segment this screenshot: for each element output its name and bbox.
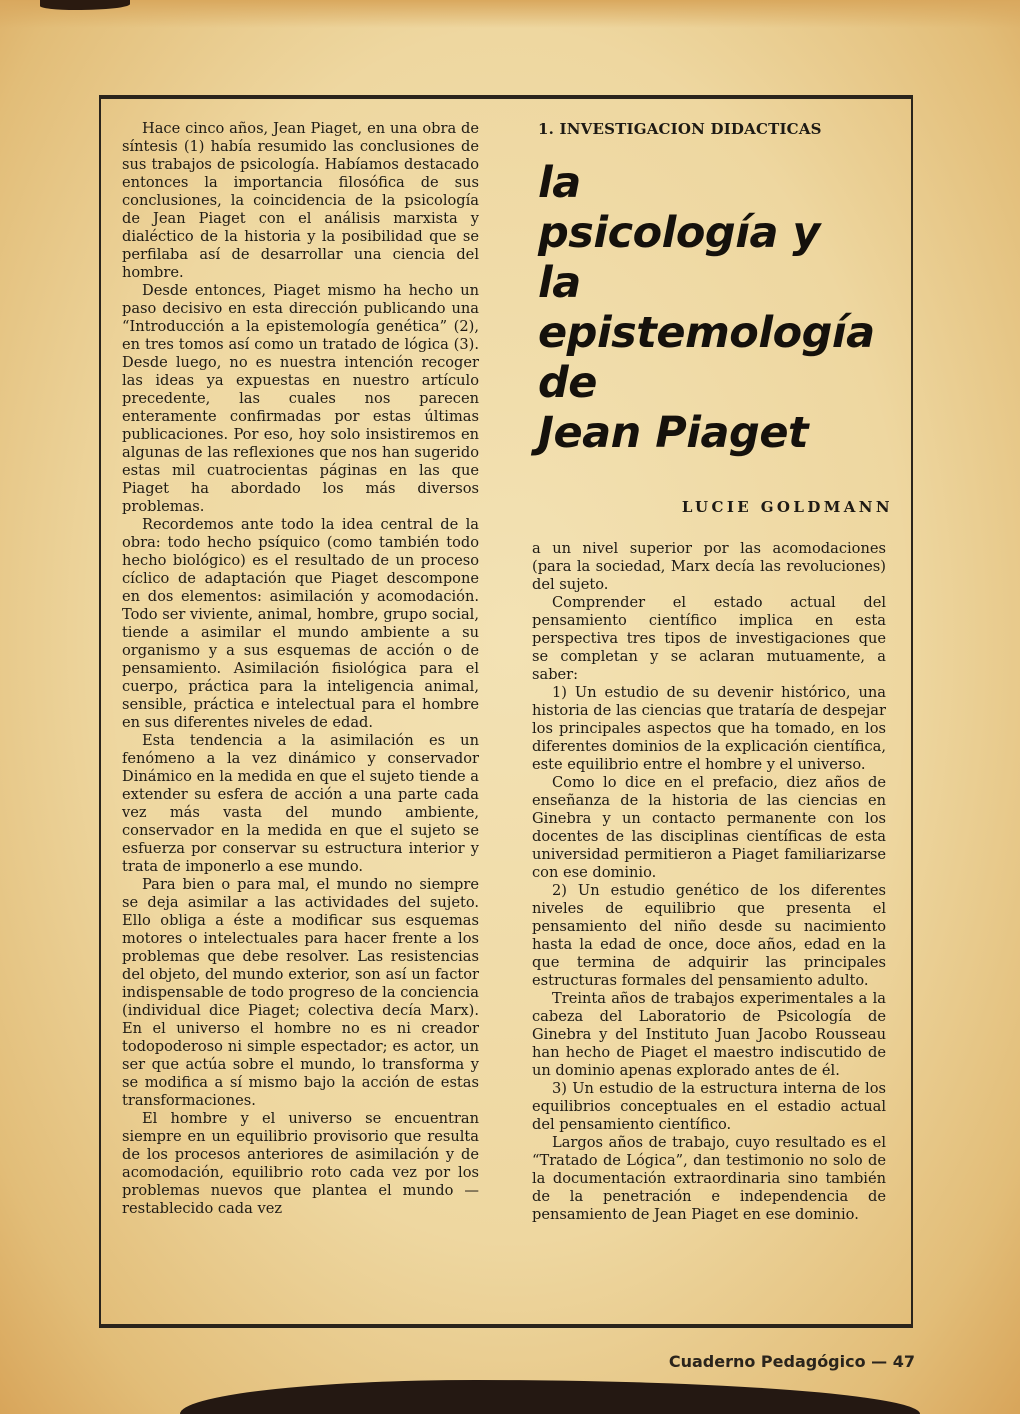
paragraph: Desde entonces, Piaget mismo ha hecho un paso decisivo en esta dirección publicando una “Introducción a la epistemología genética” (2), en tres tomos así como un tratado de lógica (3). Desde luego, no es nuestra intención recoger las ideas ya expuestas en nuestro artículo precedente, las cuales nos parecen enteramente confirmadas por estas últimas publicaciones. Por eso, hoy solo insistiremos en algunas de las reflexiones que nos han sugerido estas mil cuatrocientas páginas en las que Piaget ha abordado los más diversos problemas. <box>122 282 479 515</box>
left-column <box>122 120 479 1218</box>
paragraph: Para bien o para mal, el mundo no siempre se deja asimilar a las actividades del sujeto. Ello obliga a éste a modificar sus esquemas motores o intelectuales para hacer frente a los problemas que debe resolver. Las resistencias del objeto, del mundo exterior, son así un factor indispensable de todo progreso de la conciencia (individual dice Piaget; colectiva decía Marx). En el universo el hombre no es ni creador todopoderoso ni simple espectador; es actor, un ser que actúa sobre el mundo, lo transforma y se modifica a sí mismo bajo la acción de estas transformaciones. <box>122 876 479 1109</box>
paragraph: a un nivel superior por las acomodaciones (para la sociedad, Marx decía las revoluciones) del sujeto. <box>532 540 886 593</box>
page-footer: Cuaderno Pedagógico — 47 <box>668 1352 915 1371</box>
paragraph: Largos años de trabajo, cuyo resultado es el “Tratado de Lógica”, dan testimonio no solo de la documentación extraordinaria sino también de la penetración e independencia de pensamiento de Jean Piaget en ese dominio. <box>532 1134 886 1223</box>
title-block <box>538 120 888 458</box>
paragraph: Esta tendencia a la asimilación es un fenómeno a la vez dinámico y conservador Dinámico en la medida en que el sujeto tiende a extender su esfera de acción a una parte cada vez más vasta del mundo ambiente, conservador en la medida en que el sujeto se esfuerza por conservar su estructura interior y trata de imponerlo a ese mundo. <box>122 732 479 875</box>
page-stain <box>0 0 1020 28</box>
paragraph: 1) Un estudio de su devenir histórico, una historia de las ciencias que trataría de despejar los principales aspectos que ha tomado, en los diferentes dominios de la explicación científica, este equilibrio entre el hombre y el universo. <box>532 684 886 773</box>
title-line: Jean Piaget <box>538 408 809 458</box>
paragraph: Hace cinco años, Jean Piaget, en una obra de síntesis (1) había resumido las conclusiones de sus trabajos de psicología. Habíamos destacado entonces la importancia filosófica de sus conclusiones, la coincidencia de la psicología de Jean Piaget con el análisis marxista y dialéctico de la historia y la posibilidad que se perfilaba así de desarrollar una ciencia del hombre. <box>122 120 479 281</box>
paragraph: 3) Un estudio de la estructura interna de los equilibrios conceptuales en el estadio actual del pensamiento científico. <box>532 1080 886 1133</box>
paragraph: Como lo dice en el prefacio, diez años de enseñanza de la historia de las ciencias en Ginebra y un contacto permanente con los docentes de las disciplinas científicas de esta universidad permitieron a Piaget familiarizarse con ese dominio. <box>532 774 886 881</box>
title-line: de <box>538 358 597 408</box>
paragraph: Recordemos ante todo la idea central de la obra: todo hecho psíquico (como también todo hecho biológico) es el resultado de un proceso cíclico de adaptación que Piaget descompone en dos elementos: asimilación y acomodación. Todo ser viviente, animal, hombre, grupo social, tiende a asimilar el mundo ambiente a su organismo y a sus esquemas de acción o de pensamiento. Asimilación fisiológica para el cuerpo, práctica para la inteligencia animal, sensible, práctica e intelectual para el hombre en sus diferentes niveles de edad. <box>122 516 479 731</box>
author-name: LUCIE GOLDMANN <box>681 498 893 516</box>
section-heading: 1. INVESTIGACION DIDACTICAS <box>538 120 822 138</box>
article-title <box>538 158 888 458</box>
paragraph: 2) Un estudio genético de los diferentes niveles de equilibrio que presenta el pensamiento del niño desde su nacimiento hasta la edad de once, doce años, edad en la que termina de adquirir las principales estructuras formales del pensamiento adulto. <box>532 882 886 989</box>
paragraph: Treinta años de trabajos experimentales a la cabeza del Laboratorio de Psicología de Ginebra y del Instituto Juan Jacobo Rousseau han hecho de Piaget el maestro indiscutido de un dominio apenas explorado antes de él. <box>532 990 886 1079</box>
title-line: psicología y <box>538 208 820 258</box>
title-line: la <box>538 258 581 308</box>
title-line: epistemología <box>538 308 875 358</box>
paragraph: Comprender el estado actual del pensamiento científico implica en esta perspectiva tres tipos de investigaciones que se completan y se aclaran mutuamente, a saber: <box>532 594 886 683</box>
title-line: la <box>538 158 581 208</box>
paragraph: El hombre y el universo se encuentran siempre en un equilibrio provisorio que resulta de los procesos anteriores de asimilación y de acomodación, equilibrio roto cada vez por los problemas nuevos que plantea el mundo — restablecido cada vez <box>122 1110 479 1217</box>
right-column <box>532 540 886 1224</box>
